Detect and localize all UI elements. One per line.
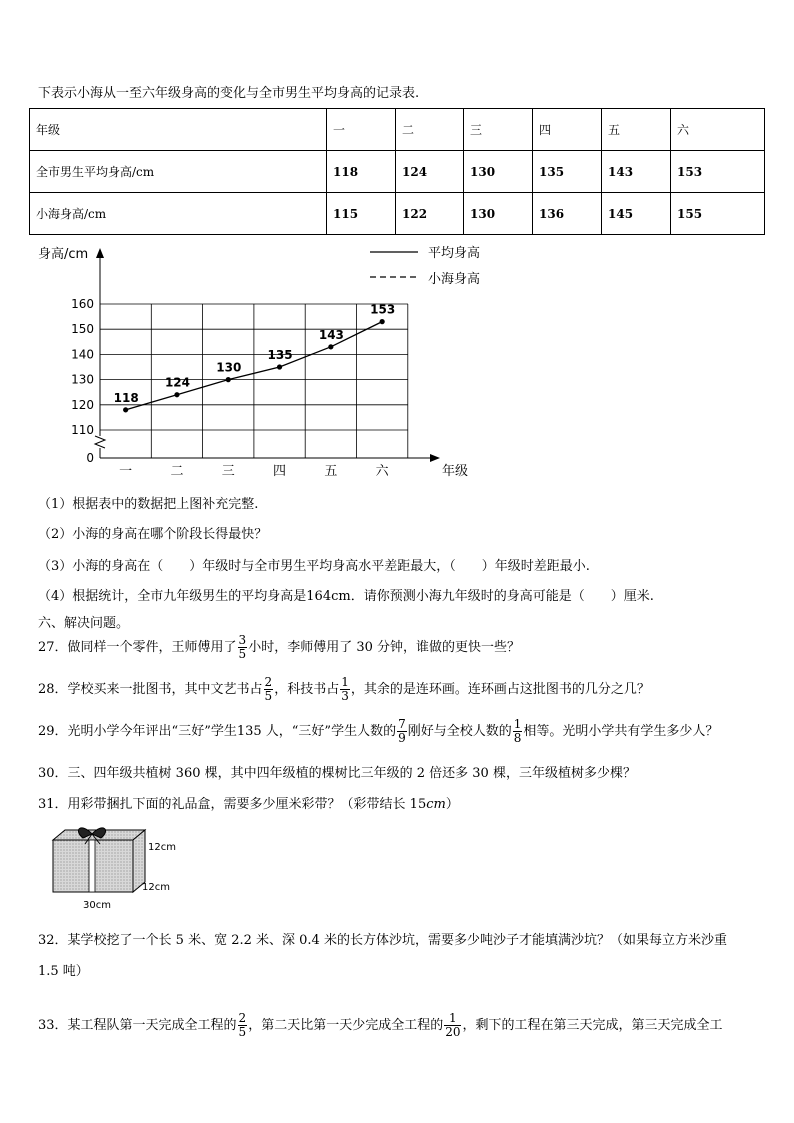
section-heading: 六、解决问题。	[38, 616, 130, 631]
table-cell: 二	[396, 109, 464, 151]
x-tick-label: 一	[119, 464, 133, 479]
x-tick-label: 三	[221, 464, 235, 479]
y-axis-label: 身高/cm	[38, 247, 89, 262]
fraction: $\frac{1}{20}$	[445, 1011, 461, 1039]
box-width-label: 12cm	[142, 882, 170, 893]
fraction: $\frac{3}{5}$	[238, 633, 247, 661]
table-cell: 122	[396, 193, 464, 235]
table-cell: 143	[602, 151, 671, 193]
x-tick-label: 六	[375, 464, 389, 479]
height-line-chart	[30, 240, 500, 480]
table-cell: 135	[533, 151, 602, 193]
table-cell: 小海身高/cm	[30, 193, 327, 235]
y-tick-label: 130	[71, 372, 94, 387]
data-label: 118	[113, 390, 139, 405]
data-label: 130	[216, 360, 242, 375]
y-tick-label: 160	[71, 297, 94, 311]
fraction: $\frac{7}{9}$	[398, 717, 406, 745]
table-cell: 三	[464, 109, 533, 151]
table-cell: 145	[602, 193, 671, 235]
data-point	[380, 319, 385, 324]
height-table	[29, 108, 765, 235]
table-cell: 124	[396, 151, 464, 193]
data-point	[328, 344, 333, 349]
table-cell: 118	[327, 151, 396, 193]
table-cell: 155	[671, 193, 765, 235]
problem-28-text-c: ，其余的是连环画。连环画占这批图书的几分之几？	[350, 682, 650, 697]
problem-31	[38, 793, 459, 812]
ribbon-band	[89, 840, 95, 892]
question-2: （2）小海的身高在哪个阶段长得最快？	[38, 527, 268, 542]
chart-grid	[100, 304, 408, 458]
fraction: $\frac{1}{8}$	[513, 717, 522, 745]
problem-31-text-b: ）	[445, 797, 459, 812]
fraction: $\frac{2}{5}$	[238, 1011, 247, 1039]
table-cell: 一	[327, 109, 396, 151]
problem-27	[38, 634, 520, 661]
table-row	[30, 151, 765, 193]
data-label: 153	[370, 302, 396, 317]
table-cell: 130	[464, 151, 533, 193]
fraction: $\frac{1}{3}$	[341, 675, 349, 703]
axis-break-icon	[95, 436, 105, 448]
legend-label-xiaohai: 小海身高	[428, 272, 481, 287]
table-cell: 115	[327, 193, 396, 235]
chart-ticks	[71, 297, 390, 479]
x-axis-arrow-icon	[430, 454, 440, 462]
problem-32-line-2: 1.5 吨）	[38, 964, 89, 979]
fraction: $\frac{2}{5}$	[264, 675, 273, 703]
problem-33	[38, 1012, 723, 1039]
table-cell: 全市男生平均身高/cm	[30, 151, 327, 193]
problem-33-text-c: ，剩下的工程在第三天完成，第三天完成全工	[462, 1018, 723, 1033]
data-label: 124	[164, 375, 191, 390]
legend-label-average: 平均身高	[428, 246, 481, 261]
problem-27-text-a: 27．做同样一个零件，王师傅用了	[38, 640, 237, 655]
problem-29-text-c: 相等。光明小学共有学生多少人？	[523, 724, 719, 739]
problem-31-unit: cm	[426, 797, 446, 812]
table-cell: 年级	[30, 109, 327, 151]
chart-marks	[114, 303, 396, 413]
problem-30: 30．三、四年级共植树 360 棵，其中四年级植的棵树比三年级的 2 倍还多 30 棵，三年级植树多少棵？	[38, 766, 636, 781]
problem-28-text-a: 28．学校买来一批图书，其中文艺书占	[38, 682, 263, 697]
table-cell: 四	[533, 109, 602, 151]
problem-28-text-b: ，科技书占	[274, 682, 340, 697]
problem-32-line-1: 32．某学校挖了一个长 5 米、宽 2.2 米、深 0.4 米的长方体沙坑，需要多少吨沙子才能填满沙坑？（如果每立方米沙重	[38, 933, 727, 948]
gift-box-figure	[45, 822, 195, 912]
problem-33-text-a: 33．某工程队第一天完成全工程的	[38, 1018, 237, 1033]
box-length-label: 30cm	[83, 900, 111, 911]
data-label: 135	[267, 348, 293, 362]
y-axis-arrow-icon	[96, 248, 104, 258]
intro-text: 下表示小海从一至六年级身高的变化与全市男生平均身高的记录表.	[38, 86, 420, 101]
y-tick-label: 140	[71, 347, 94, 362]
x-tick-label: 二	[170, 464, 184, 479]
question-3: （3）小海的身高在（ ）年级时与全市男生平均身高水平差距最大，（ ）年级时差距最小.	[38, 559, 590, 574]
table-cell: 六	[671, 109, 765, 151]
problem-29-text-a: 29．光明小学今年评出“三好”学生135 人，“三好”学生人数的	[38, 724, 397, 739]
data-point	[277, 364, 282, 369]
data-label: 143	[318, 327, 344, 342]
y-tick-label: 120	[71, 397, 94, 412]
table-cell: 130	[464, 193, 533, 235]
question-1: （1）根据表中的数据把上图补充完整.	[38, 497, 259, 512]
table-row	[30, 109, 765, 151]
y-tick-label: 150	[71, 322, 94, 337]
problem-33-text-b: ，第二天比第一天少完成全工程的	[248, 1018, 444, 1033]
table-cell: 五	[602, 109, 671, 151]
problem-29-text-b: 刚好与全校人数的	[407, 724, 512, 739]
table-cell: 136	[533, 193, 602, 235]
y-tick-label: 0	[86, 451, 94, 465]
x-tick-label: 五	[324, 464, 338, 479]
data-point	[174, 392, 179, 397]
table-row	[30, 193, 765, 235]
problem-29	[38, 718, 718, 745]
question-4: （4）根据统计，全市九年级男生的平均身高是164cm．请你预测小海九年级时的身高可能是（ ）厘米.	[38, 589, 654, 604]
problem-28	[38, 676, 650, 703]
x-axis-label: 年级	[442, 464, 469, 479]
problem-27-text-b: 小时，李师傅用了 30 分钟，谁做的更快一些？	[248, 640, 520, 655]
table-cell: 153	[671, 151, 765, 193]
y-tick-label: 110	[71, 423, 94, 437]
data-point	[123, 407, 128, 412]
data-point	[226, 377, 231, 382]
problem-31-text-a: 31．用彩带捆扎下面的礼品盒，需要多少厘米彩带？（彩带结长 15	[38, 797, 427, 812]
box-height-label: 12cm	[148, 842, 176, 853]
x-tick-label: 四	[273, 464, 287, 479]
